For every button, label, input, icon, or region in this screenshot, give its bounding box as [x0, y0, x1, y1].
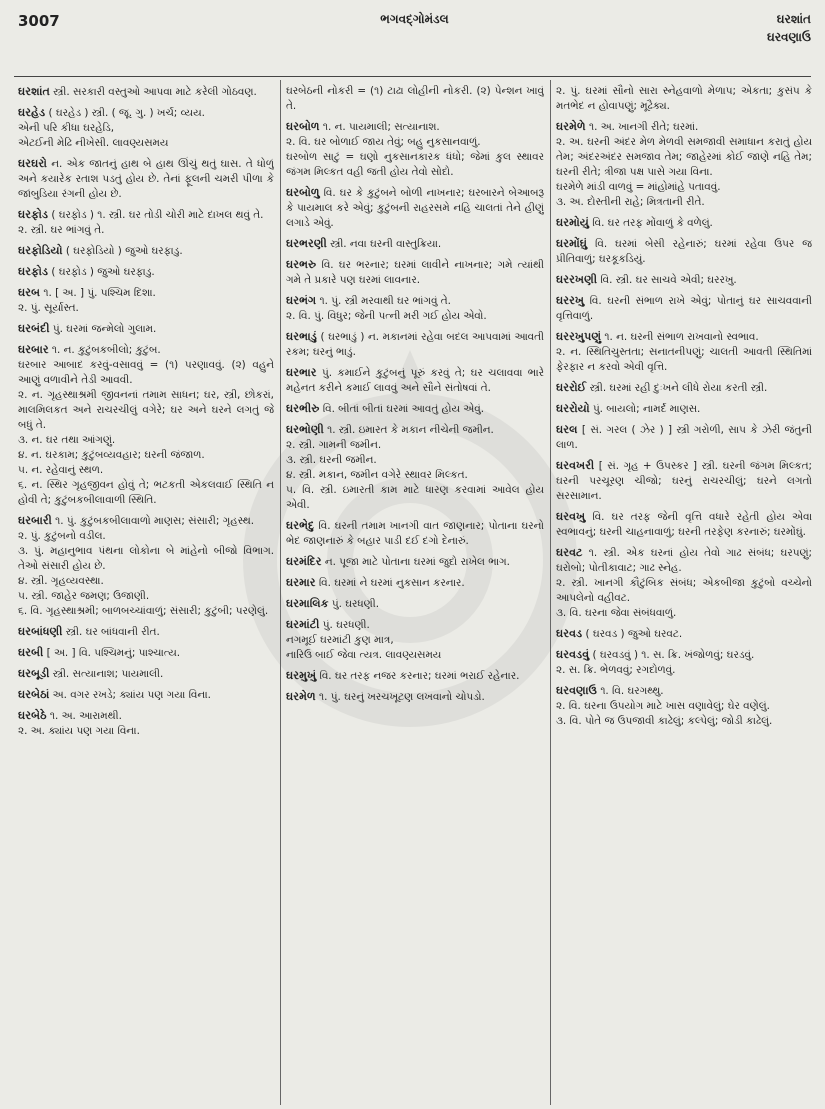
entry-definition: વિ. ઘરમાં ને ઘરમાં નુકસાન કરનાર. — [315, 577, 465, 589]
headword: ઘરબારી — [18, 514, 52, 527]
entry-definition: ૧. પું. ઘરનું ખરચખૂટણ લખવાનો ચોપડો. — [315, 691, 485, 703]
dictionary-entry — [556, 401, 812, 417]
headword: ઘરમાલિક — [286, 597, 329, 610]
dictionary-entry — [556, 84, 812, 114]
entry-definition: વિ. ઘર તરફ જેની વૃત્તિ વધારે રહેતી હોય એવા સ્વભાવનું; ઘરની ચાહનાવાળું; ઘરની તરફેણ કરનારું; ઘરમોંઘું. — [556, 511, 812, 538]
dictionary-entry — [556, 272, 812, 288]
entry-definition: ૧. [ અ. ] પું. પશ્ચિમ દિશા. ૨. પું. સૂર્યાસ્ત. — [18, 287, 156, 314]
entry-definition: પું. ઘરધણી. નગમૂઈ ઘરમાંટી કુણ માત્ર, નારિઉ બાઈ જેવા ત્યત્ર. લાવણ્યસમય — [286, 619, 442, 661]
entry-definition: ( ઘરવડવું ) ૧. સ. ક્રિ. ખંજોળવું; ઘરડવું. ૨. સ. ક્રિ. ભેળવવું; રગદોળવું. — [556, 649, 755, 676]
entry-definition: ઘરબેઠની નોકરી = (૧) ટાઢા લોહીની નોકરી. (૨) પેન્શન ખાવું તે. — [286, 85, 544, 112]
entry-definition: પું. ઘરમાં જન્મેલો ગુલામ. — [49, 323, 157, 335]
page-number: 3007 — [18, 12, 60, 30]
entry-definition: ( ઘરફોડ ) ૧. સ્ત્રી. ઘર તોડી ચોરી માટે દાખલ થવું તે. ૨. સ્ત્રી. ઘર ભાંગવું તે. — [18, 209, 264, 236]
entry-definition: સ્ત્રી. ઘરમાં રહી દુઃખને લીધે રોયા કરતી સ્ત્રી. — [586, 382, 768, 394]
dictionary-entry — [286, 596, 544, 612]
dictionary-entry — [286, 84, 544, 114]
entry-definition: ન. એક જાતનું હાથ બે હાથ ઊંચું થતું ઘાસ. તે ધોળું અને કયારેક રતાશ પડતું હોય છે. તેનાં ફૂલની ચમરી પીળા કે જાંબુડિયા રંગની હોય છે. — [18, 158, 274, 200]
dictionary-entry — [286, 422, 544, 513]
dictionary-entry — [556, 119, 812, 210]
headword: ઘરબંદી — [18, 322, 50, 335]
headword: ઘરબ — [18, 286, 41, 299]
entry-definition: વિ. બીતાં બીતાં ઘરમાં આવતું હોય એવું. — [319, 403, 485, 415]
headword: ઘરરખુપણું — [556, 330, 602, 343]
headword: ઘરબેઠે — [18, 709, 47, 722]
headword: ઘરરોઈ — [556, 381, 587, 394]
page-header — [18, 12, 811, 56]
dictionary-entry — [286, 185, 544, 231]
entry-definition: ( ઘરફોડિયો ) જુઓ ઘરફાડુ. — [62, 245, 183, 257]
headword: ઘરમેળ — [286, 690, 316, 703]
dictionary-entry — [286, 257, 544, 288]
dictionary-entry — [18, 264, 274, 280]
entry-definition: વિ. ઘરની સંભાળ રાખે એવું; પોતાનું ઘર સાચવવાની વૃત્તિવાળું. — [556, 295, 812, 322]
dictionary-entry — [556, 626, 812, 642]
headword: ઘરફોડ — [18, 265, 49, 278]
headword: ઘરવખુ — [556, 510, 586, 523]
dictionary-entry — [18, 207, 274, 238]
entry-definition: ( ઘરફોડ ) જુઓ ઘરફાડુ. — [48, 266, 155, 278]
dictionary-entry — [556, 215, 812, 231]
dictionary-entry — [286, 236, 544, 252]
entry-definition: [ સં. ગરલ ( ઝેર ) ] સ્ત્રી ગરોળી, સાપ કે ઝેરી જંતુની લાળ. — [556, 424, 812, 451]
headword: ઘરભેદુ — [286, 519, 315, 532]
headword: ઘરશાંત — [18, 85, 50, 98]
headword: ઘરબોળુ — [286, 186, 320, 199]
headword: ઘરબોળ — [286, 120, 320, 133]
headword: ઘરબી — [18, 646, 44, 659]
headword: ઘરભીરુ — [286, 402, 320, 415]
dictionary-entry — [286, 401, 544, 417]
dictionary-entry — [556, 422, 812, 453]
entry-definition: વિ. સ્ત્રી. ઘર સાચવે એવી; ઘરરખુ. — [597, 274, 737, 286]
headword: ઘરઘરો — [18, 157, 47, 170]
entry-definition: સ્ત્રી. નવા ઘરની વાસ્તુક્રિયા. — [326, 238, 442, 250]
dictionary-entry — [18, 105, 274, 151]
headword: ઘરલ — [556, 423, 578, 436]
headword: ઘરબાંધણી — [18, 625, 63, 638]
headword: ઘરમોયું — [556, 216, 589, 229]
header-rule — [14, 76, 811, 77]
guide-word-first: ઘરશાંત — [776, 12, 811, 26]
dictionary-entry — [18, 513, 274, 619]
entry-definition: [ સં. ગૃહ + ઉપસ્કર ] સ્ત્રી. ઘરની જંગમ મિલ્કત; ઘરની પરચૂરણ ચીજો; ઘરનું રાચરચીલું; ઘરને લગતો સરસામાન. — [556, 460, 812, 502]
entry-definition: ૧. સ્ત્રી. એક ઘરનાં હોય તેવો ગાઢ સંબંધ; ઘરપણું; ઘરોબો; પોતીકાવાટ; ગાઢ સ્નેહ. ૨. સ્ત્રી. ખાનગી કૌટુંબિક સંબંધ; એકબીજા કુટુંબો વચ્ચેનો આપલેનો વહીવટ. ૩. વિ. ઘરના જેવા સંબંધવાળું. — [556, 547, 812, 619]
headword: ઘરમાંટી — [286, 618, 320, 631]
dictionary-entry — [286, 668, 544, 684]
headword: ઘરરખુ — [556, 294, 585, 307]
dictionary-entry — [556, 236, 812, 267]
dictionary-entry — [556, 293, 812, 324]
headword: ઘરહેડ — [18, 106, 46, 119]
headword: ઘરવડ — [556, 627, 583, 640]
entry-definition: વિ. ઘરની તમામ ખાનગી વાત જાણનાર; પોતાના ઘરનો ભેદ જાણનારું કે બહાર પાડી દઈ દગો દેનારું. — [286, 520, 544, 547]
entry-definition: વિ. ઘર તરફ નજર કરનાર; ઘરમાં ભરાઈ રહેનાર. — [316, 670, 520, 682]
entry-definition: ૧. ન. ઘરની સંભાળ રાખવાનો સ્વભાવ. ૨. ન. સ્થિતિચુસ્તતા; સનાતનીપણું; ચાલતી આવતી સ્થિતિમાં ફેરફાર ન કરવો એવી વૃત્તિ. — [556, 331, 812, 373]
dictionary-entry — [18, 342, 274, 508]
entry-definition: ન. પૂજા માટે પોતાના ઘરમાં જુદો રાખેલ ભાગ. — [321, 556, 510, 568]
headword: ઘરબાર — [18, 343, 49, 356]
entry-definition: પું. ઘરધણી. — [328, 598, 380, 610]
headword: ઘરફોડ — [18, 208, 49, 221]
entry-definition: ૧. અ. ખાનગી રીતે; ઘરમાં. ૨. અ. ઘરની અંદર મેળ મેળવી સમજાવી સમાધાન કરાતું હોય તેમ; અંદરઅંદર સમજાવ તેમ; જાહેરમાં કોઈ જાણે નહિ તેમ; ઘરની રીતે; ત્રીજા પક્ષ પાસે ગયા વિના. ઘરમેળે માંડી વાળવું = માંહોમાંહે પતાવવું. ૩. અ. દોસ્તીની રાહે; મિત્રતાની રીતે. — [556, 121, 812, 208]
dictionary-entry — [556, 683, 812, 729]
entry-definition: ( ઘરવડ ) જુઓ ઘરવટ. — [582, 628, 683, 640]
entry-definition: અ. વગર રખડે; ક્યાંય પણ ગયા વિના. — [49, 689, 211, 701]
headword: ઘરરોયો — [556, 402, 590, 415]
entry-definition: [ અ. ] વિ. પશ્ચિમનું; પાશ્ચાત્ય. — [43, 647, 181, 659]
dictionary-entry — [286, 293, 544, 324]
headword: ઘરભાડું — [286, 330, 317, 343]
guide-word-last: ઘરવણાઉ — [767, 30, 811, 44]
headword: ઘરફોડિયો — [18, 244, 63, 257]
entry-definition: પું. બાયલો; નામર્દ માણસ. — [589, 403, 701, 415]
entry-definition: પું. કમાઈને કુટુંબનું પૂરું કરવું તે; ઘર ચલાવવા ભારે મહેનત કરીને કમાઈ લાવવું અને સૌને સંતોષવાં તે. — [286, 367, 544, 394]
entry-definition: ૧. ન. કુટુંબકબીલો; કુટુંબ. ઘરબાર આબાદ કરવું-વસાવવું = (૧) પરણાવવું. (૨) વહુને આણું વળાવીને તેડી આવવી. ૨. ન. ગૃહસ્થાશ્રમી જીવનનાં તમામ સાધન; ઘર, સ્ત્રી, છોકરાં, માલમિલકત અને રાચરચીલું વગેરે; ઘર અને ઘરને લગતું જે બધું તે. ૩. ન. ઘર તથા આંગણું. ૪. ન. ઘરકામ; કુટુંબવ્યવહાર; ઘરની જંજાળ. ૫. ન. રહેવાનું સ્થળ. ૬. ન. સ્થિર ગૃહજીવન હોવું તે; ભટકતી એકલવાઈ સ્થિતિ ન હોવી તે; કુટુંબકબીલાવાળી સ્થિતિ. — [18, 344, 274, 506]
column-divider — [550, 80, 551, 1105]
entry-definition: ૧. અ. આરામથી. ૨. અ. ક્યાંય પણ ગયા વિના. — [18, 710, 140, 737]
headword: ઘરરખણી — [556, 273, 598, 286]
headword: ઘરમોંઘું — [556, 237, 588, 250]
column-3 — [556, 84, 812, 1104]
entry-definition: ૨. પું. ઘરમાં સૌનો સારા સ્નેહવાળો મેળાપ; એકતા; કુસંપ કે મતભેદ ન હોવાપણું; મૂઢૈક્ય. — [556, 85, 812, 112]
dictionary-entry — [18, 624, 274, 640]
entry-definition: સ્ત્રી. ઘર બાંધવાની રીત. — [62, 626, 160, 638]
dictionary-entry — [18, 321, 274, 337]
book-title: ભગવદ્ગોમંડલ — [380, 12, 449, 26]
dictionary-entry — [18, 285, 274, 316]
dictionary-entry — [18, 666, 274, 682]
headword: ઘરવખરી — [556, 459, 595, 472]
dictionary-entry — [556, 380, 812, 396]
dictionary-entry — [18, 243, 274, 259]
dictionary-entry — [286, 329, 544, 360]
dictionary-entry — [286, 518, 544, 549]
entry-definition: ૧. પું. કુટુંબકબીલાવાળો માણસ; સંસારી; ગૃહસ્થ. ૨. પું. કુટુંબનો વડીલ. ૩. પું. મહાનુભાવ પંથના લોકોના બે માંહેનો બીજો વિભાગ. તેઓ સંસારી હોય છે. ૪. સ્ત્રી. ગૃહવ્યવસ્થા. ૫. સ્ત્રી. જાહેર જમણ; ઉજાણી. ૬. વિ. ગૃહસ્થાશ્રમી; બાળબચ્ચાંવાળું; સંસારી; કુટુંબી; પરણેલું. — [18, 515, 274, 617]
dictionary-entry — [556, 458, 812, 504]
dictionary-entry — [286, 617, 544, 663]
dictionary-entry — [18, 84, 274, 100]
entry-definition: ૧. પું. સ્ત્રી મરવાથી ઘર ભાંગવું તે. ૨. વિ. પું. વિધુર; જેની પત્ની મરી ગઈ હોય એવો. — [286, 295, 487, 322]
entry-definition: સ્ત્રી. સત્યાનાશ; પાયમાલી. — [49, 668, 164, 680]
headword: ઘરબૂડી — [18, 667, 50, 680]
entry-definition: ૧. સ્ત્રી. ઇમારત કે મકાન નીચેની જમીન. ૨. સ્ત્રી. ગામની જમીન. ૩. સ્ત્રી. ઘરની જમીન. ૪. સ્ત્રી. મકાન, જમીન વગેરે સ્થાવર મિલ્કત. ૫. વિ. સ્ત્રી. ઇમારતી કામ માટે ધારણ કરવામાં આવેલ હોય એવી. — [286, 424, 544, 511]
dictionary-entry — [556, 545, 812, 621]
dictionary-entry — [556, 647, 812, 678]
dictionary-entry — [556, 509, 812, 540]
headword: ઘરભોણી — [286, 423, 324, 436]
dictionary-entry — [18, 156, 274, 202]
headword: ઘરભરણી — [286, 237, 327, 250]
entry-definition: વિ. ઘરમાં બેસી રહેનારું; ઘરમાં રહેવા ઉપર જ પ્રીતિવાળું; ઘરકૂકડિયું. — [556, 238, 812, 265]
entry-definition: ( ઘરહેડ ) સ્ત્રી. ( જૂ. ગુ. ) ખર્ચ; વ્યય. એની પરિ કીધા ઘરહેડિ, એટઈની મેઢિ નીખેસી. લાવણ્યસમય — [18, 107, 205, 149]
dictionary-entry — [18, 708, 274, 739]
entry-definition: ૧. ન. પાયમાલી; સત્યાનાશ. ૨. વિ. ઘર બોળાઈ જાય તેવું; બહુ નુકસાનવાળું. ઘરબોળ સાટું = ઘણો નુકસાનકારક ધંધો; જેમાં કુલ સ્થાવર જંગમ મિલ્કત વહી જતી હોય તેવો સોદો. — [286, 121, 544, 178]
column-divider — [280, 80, 281, 1105]
headword: ઘરભાર — [286, 366, 317, 379]
dictionary-entry — [286, 554, 544, 570]
dictionary-entry — [286, 575, 544, 591]
column-2 — [286, 84, 544, 1104]
headword: ઘરબેઠાં — [18, 688, 50, 701]
headword: ઘરમંદિર — [286, 555, 322, 568]
entry-definition: વિ. ઘર ભરનાર; ઘરમાં લાવીને નાખનાર; ગમે ત્યાંથી ગમે તે પ્રકારે પણ ઘરમાં લાવનાર. — [286, 259, 544, 286]
headword: ઘરવટ — [556, 546, 583, 559]
headword: ઘરભંગ — [286, 294, 317, 307]
entry-definition: ( ઘરભાડું ) ન. મકાનમાં રહેવા બદલ આપવામાં આવતી રકમ; ઘરનું ભાડું. — [286, 331, 544, 358]
entry-definition: ૧. વિ. ઘરગથ્થુ. ૨. વિ. ઘરના ઉપયોગ માટે ખાસ વણાવેલું; ઘેર વણેલું. ૩. વિ. પોતે જ ઉપજાવી કાઢેલું; કલ્પેલું; જોડી કાઢેલું. — [556, 685, 773, 727]
dictionary-entry — [286, 365, 544, 396]
headword: ઘરવણાઉ — [556, 684, 598, 697]
entry-definition: વિ. ઘર કે કુટુંબને બોળી નાખનાર; ઘરબારને બેઆબરૂ કે પાયમાલ કરે એવું; કુટુંબની રાહરસમે નહિ ચાલતાં તેને હીણું લગાડે એવું. — [286, 187, 544, 229]
headword: ઘરવડવું — [556, 648, 590, 661]
dictionary-entry — [556, 329, 812, 375]
dictionary-entry — [18, 687, 274, 703]
headword: ઘરમુખું — [286, 669, 317, 682]
column-1 — [18, 84, 274, 1104]
dictionary-entry — [286, 689, 544, 705]
headword: ઘરમાર — [286, 576, 316, 589]
dictionary-entry — [18, 645, 274, 661]
entry-definition: વિ. ઘર તરફ મોંવાળું કે વળેલું. — [588, 217, 713, 229]
headword: ઘરમેળે — [556, 120, 586, 133]
headword: ઘરભરુ — [286, 258, 317, 271]
entry-definition: સ્ત્રી. સરકારી વસ્તુઓ આપવા માટે કરેલી ગોઠવણ. — [49, 86, 257, 98]
dictionary-entry — [286, 119, 544, 180]
